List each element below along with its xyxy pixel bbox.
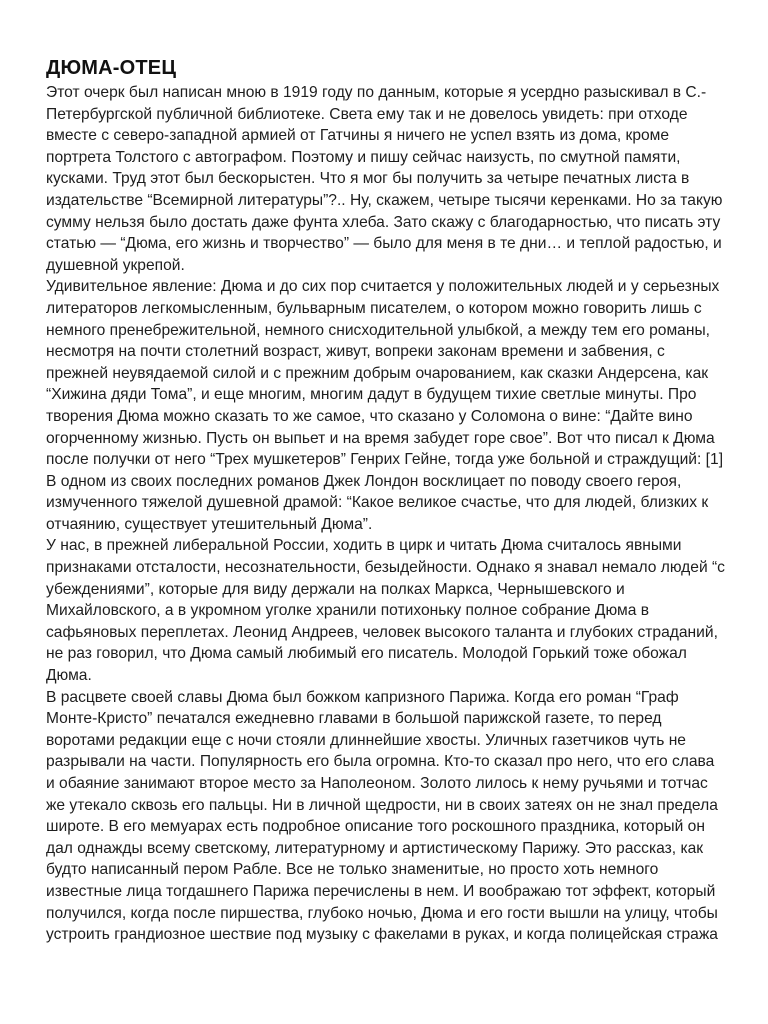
paragraph-1: Этот очерк был написан мною в 1919 году по данным, которые я усердно разыскивал в С.-Петербургской публичной библиотеке. Света ему так и не довелось увидеть: при отходе вместе с северо-западной армией от Гатчины я ничего не успел взять из дома, кроме портрета Толстого с автографом. Поэтому и пишу сейчас наизусть, по смутной памяти, кусками. Труд этот был бескорыстен. Что я мог бы получить за четыре печатных листа в издательстве “Всемирной литературы”?.. Ну, скажем, четыре тысячи керенками. Но за такую сумму нельзя было достать даже фунта хлеба. Зато скажу с благодарностью, что писать эту статью — “Дюма, его жизнь и творчество” — было для меня в те дни… и теплой радостью, и душевной укрепой. [46, 84, 723, 274]
document-page [46, 56, 726, 946]
document-title: ДЮМА-ОТЕЦ [46, 57, 177, 79]
paragraph-4: У нас, в прежней либеральной России, ходить в цирк и читать Дюма считалось явными признаками отсталости, несознательности, безыдейности. Однако я знавал немало людей “с убеждениями”, которые для виду держали на полках Маркса, Чернышевского и Михайловского, а в укромном уголке хранили потихоньку полное собрание Дюма в сафьяновых переплетах. Леонид Андреев, человек высокого таланта и глубоких страданий, не раз говорил, что Дюма самый любимый его писатель. Молодой Горький тоже обожал Дюма. [46, 537, 725, 685]
paragraph-2: Удивительное явление: Дюма и до сих пор считается у положительных людей и у серьезных литераторов легкомысленным, бульварным писателем, о котором можно говорить лишь с немного пренебрежительной, немного снисходительной улыбкой, а между тем его романы, несмотря на почти столетний возраст, живут, вопреки законам времени и забвения, с прежней неувядаемой силой и с прежним добрым очарованием, как сказки Андерсена, как “Хижина дяди Тома”, и еще многим, многим дадут в будущем тихие светлые минуты. Про творения Дюма можно сказать то же самое, что сказано у Соломона о вине: “Дайте вино огорченному жизнью. Пусть он выпьет и на время забудет горе свое”. Вот что писал к Дюма после получки от него “Трех мушкетеров” Генрих Гейне, тогда уже больной и страждущий: [1] [46, 278, 724, 469]
paragraph-5: В расцвете своей славы Дюма был божком капризного Парижа. Когда его роман “Граф Монте-Кристо” печатался ежедневно главами в большой парижской газете, то перед воротами редакции еще с ночи стояли длиннейшие хвосты. Уличных газетчиков чуть не разрывали на части. Популярность его была огромна. Кто-то сказал про него, что его слава и обаяние занимают второе место за Наполеоном. Золото лилось к нему ручьями и тотчас же утекало сквозь его пальцы. Ни в личной щедрости, ни в своих затеях он не знал предела широте. В его мемуарах есть подробное описание того роскошного праздника, который он дал однажды всему светскому, литературному и артистическому Парижу. Это рассказ, как будто написанный пером Рабле. Все не только знаменитые, но просто хоть немного известные лица тогдашнего Парижа перечислены в нем. И воображаю тот эффект, который получился, когда после пиршества, глубоко ночью, Дюма и его гости вышли на улицу, чтобы устроить грандиозное шествие под музыку с факелами в руках, и когда полицейская стража [46, 688, 718, 944]
paragraph-3: В одном из своих последних романов Джек Лондон восклицает по поводу своего героя, измученного тяжелой душевной драмой: “Какое великое счастье, что для людей, близких к отчаянию, существует утешительный Дюма”. [46, 472, 709, 533]
